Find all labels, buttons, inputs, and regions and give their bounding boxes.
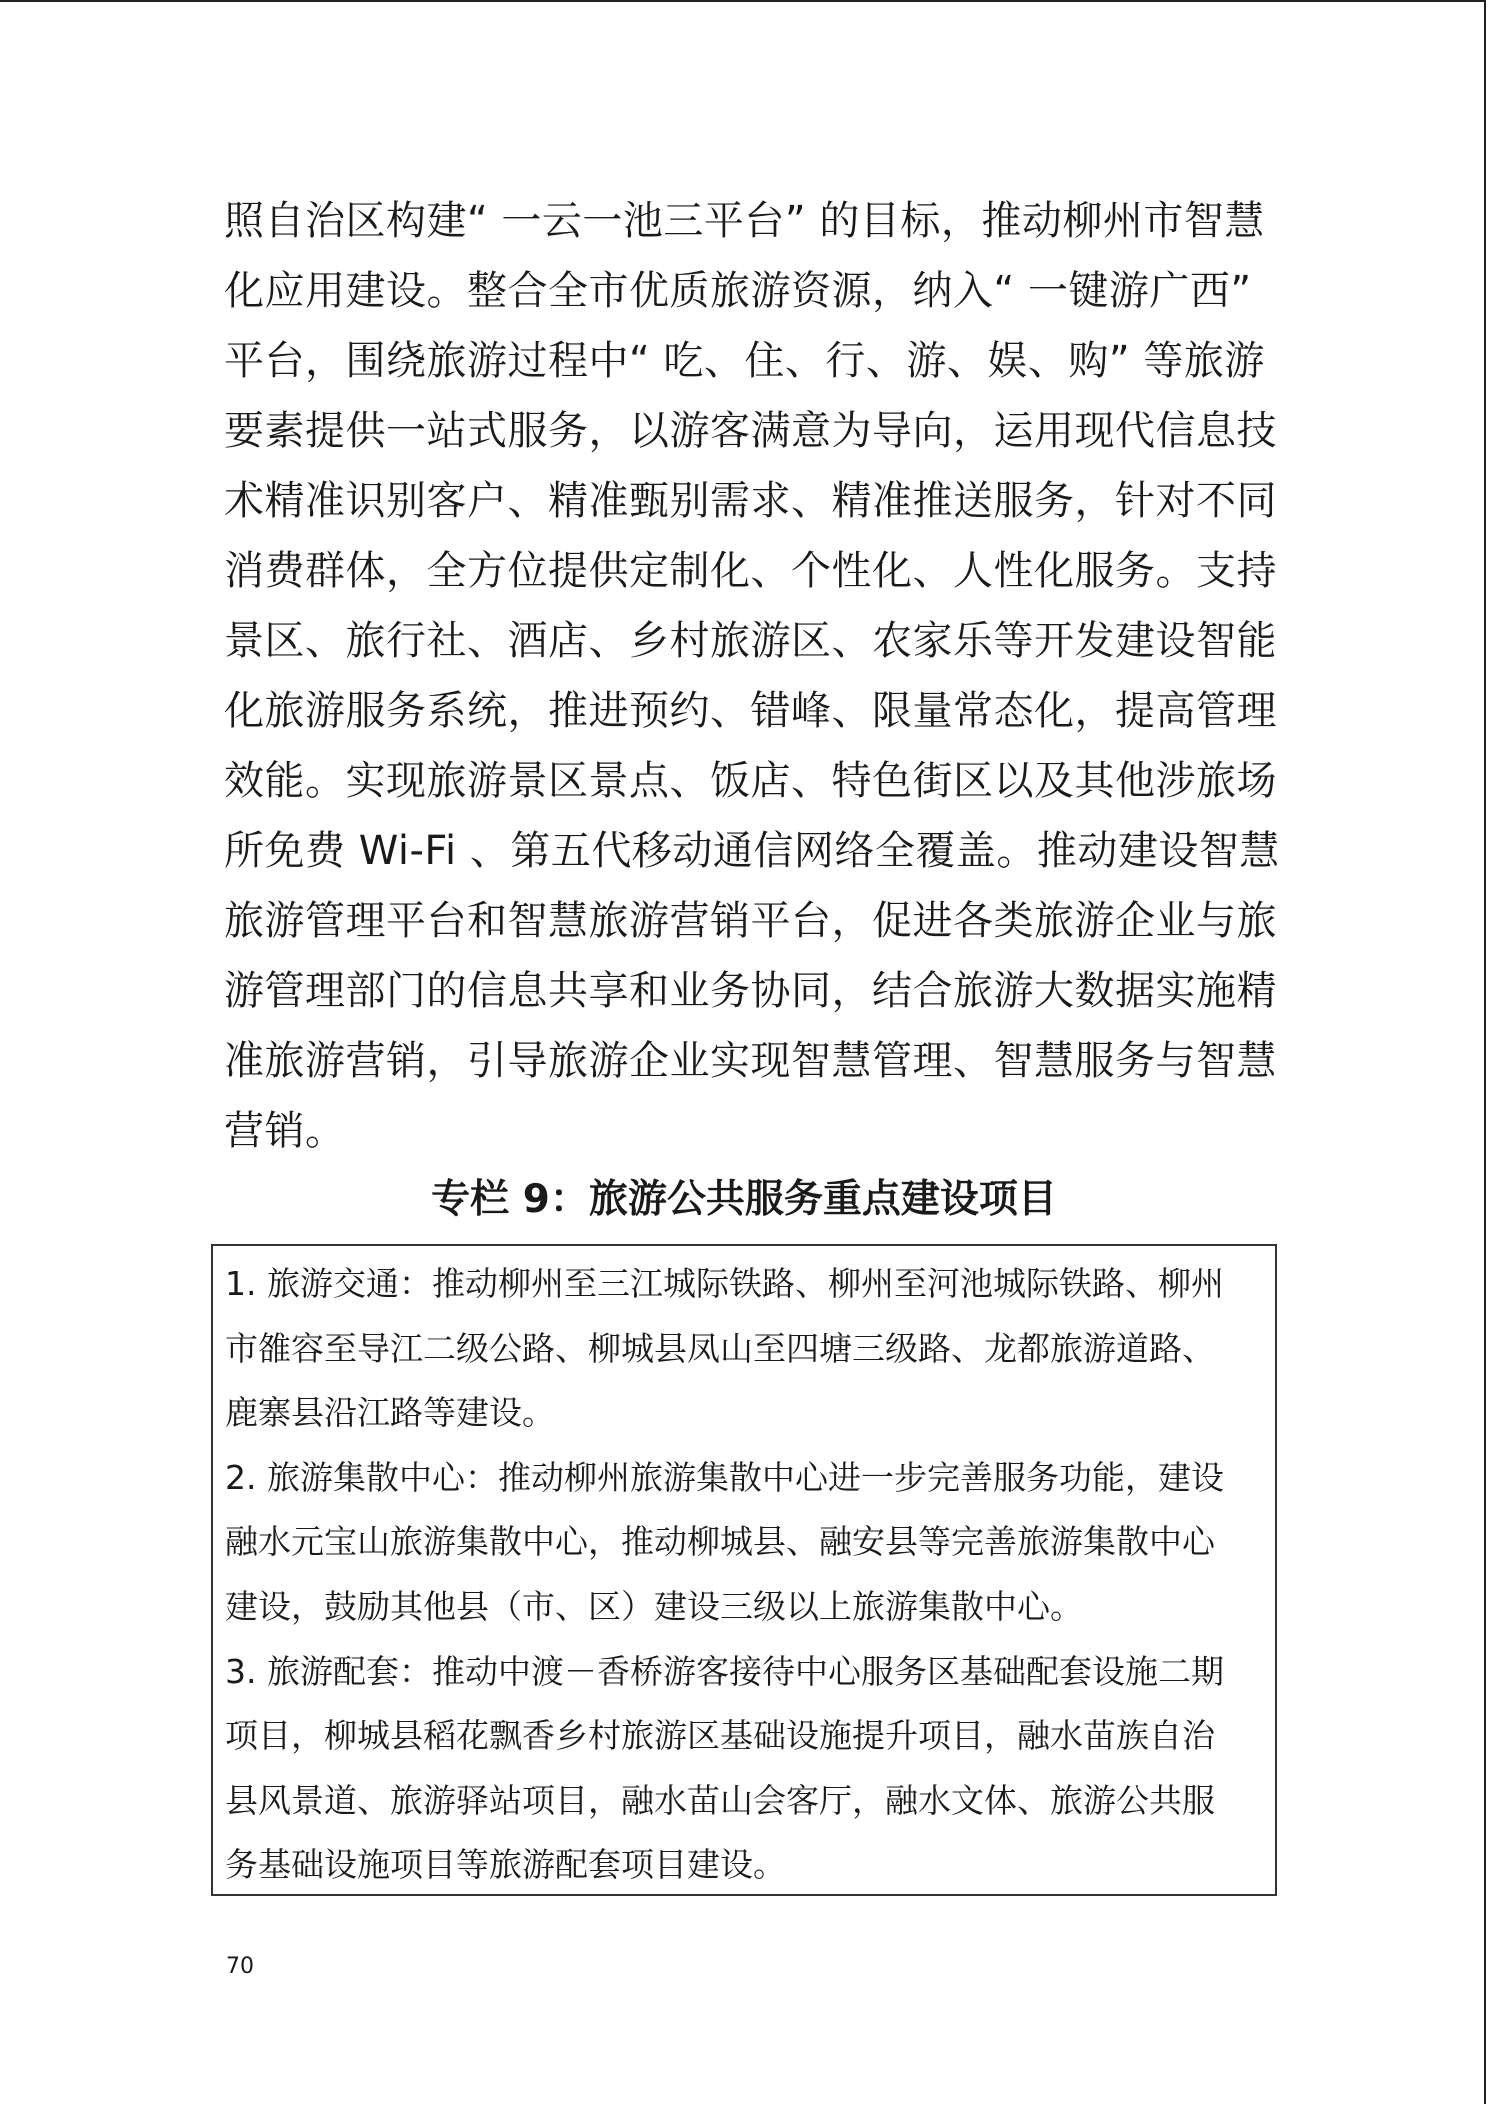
body-line: 营销。: [224, 1108, 346, 1154]
body-line: 所免费 Wi-Fi 、第五代移动通信网络全覆盖。推动建设智慧: [224, 828, 1280, 874]
box-line: 项目，柳城县稻花飘香乡村旅游区基础设施提升项目，融水苗族自治: [225, 1716, 1215, 1756]
body-line: 照自治区构建“ 一云一池三平台” 的目标，推动柳州市智慧: [224, 198, 1265, 244]
body-line: 平台，围绕旅游过程中“ 吃、住、行、游、娱、购” 等旅游: [224, 338, 1265, 384]
project-box: [211, 1244, 1277, 1896]
box-line: 2. 旅游集散中心：推动柳州旅游集散中心进一步完善服务功能，建设: [225, 1457, 1224, 1497]
body-line: 准旅游营销，引导旅游企业实现智慧管理、智慧服务与智慧: [224, 1038, 1277, 1084]
body-paragraph: [224, 186, 1280, 1166]
box-title: 专栏 9：旅游公共服务重点建设项目: [431, 1177, 1057, 1222]
page-number: 70: [226, 1954, 254, 1979]
body-line: 消费群体，全方位提供定制化、个性化、人性化服务。支持: [224, 548, 1277, 594]
body-line: 化应用建设。整合全市优质旅游资源，纳入“ 一键游广西”: [224, 268, 1252, 314]
box-line: 鹿寨县沿江路等建设。: [225, 1393, 555, 1433]
box-line: 县风景道、旅游驿站项目，融水苗山会客厅，融水文体、旅游公共服: [225, 1780, 1215, 1820]
box-line: 市雒容至导江二级公路、柳城县凤山至四塘三级路、龙都旅游道路、: [225, 1328, 1215, 1368]
box-line: 建设，鼓励其他县（市、区）建设三级以上旅游集散中心。: [225, 1586, 1083, 1626]
body-line: 化旅游服务系统，推进预约、错峰、限量常态化，提高管理: [224, 688, 1277, 734]
box-line: 1. 旅游交通：推动柳州至三江城际铁路、柳州至河池城际铁路、柳州: [225, 1264, 1224, 1303]
box-line: 3. 旅游配套：推动中渡－香桥游客接待中心服务区基础配套设施二期: [225, 1651, 1224, 1691]
body-line: 游管理部门的信息共享和业务协同，结合旅游大数据实施精: [224, 968, 1277, 1014]
box-line: 融水元宝山旅游集散中心，推动柳城县、融安县等完善旅游集散中心: [225, 1522, 1215, 1562]
body-line: 景区、旅行社、酒店、乡村旅游区、农家乐等开发建设智能: [224, 618, 1277, 664]
box-line: 务基础设施项目等旅游配套项目建设。: [225, 1845, 786, 1885]
body-line: 效能。实现旅游景区景点、饭店、特色街区以及其他涉旅场: [224, 758, 1277, 804]
body-line: 要素提供一站式服务，以游客满意为导向，运用现代信息技: [224, 408, 1277, 454]
body-line: 旅游管理平台和智慧旅游营销平台，促进各类旅游企业与旅: [224, 898, 1277, 944]
body-line: 术精准识别客户、精准甄别需求、精准推送服务，针对不同: [224, 478, 1277, 524]
